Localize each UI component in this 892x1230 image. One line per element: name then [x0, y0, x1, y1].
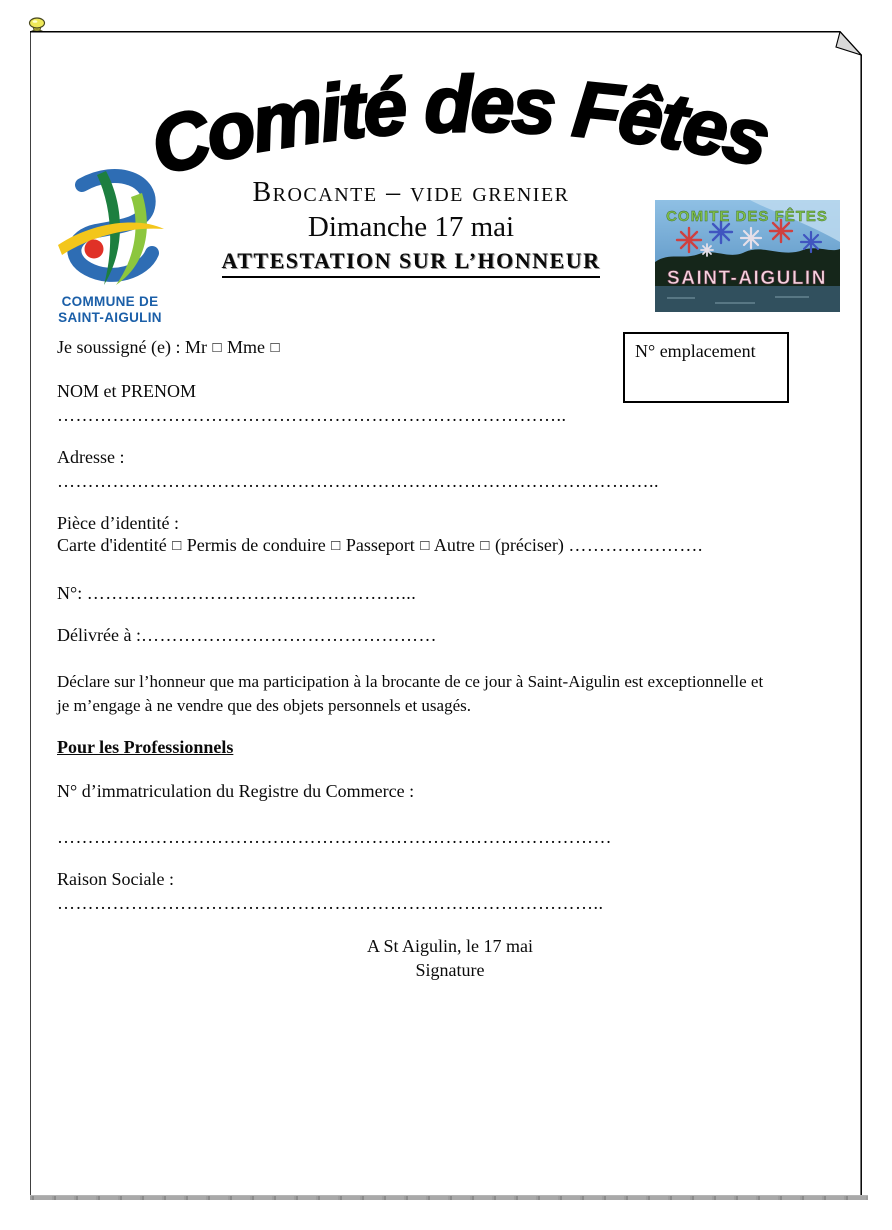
option-permis-label: Permis de conduire — [186, 535, 326, 555]
declaration-line2: je m’engage à ne vendre que des objets personnels et usagés. — [57, 696, 471, 715]
numero-label: N°: — [57, 583, 83, 603]
autre-checkbox[interactable]: □ — [480, 538, 490, 554]
commune-logo-caption — [42, 294, 178, 326]
raison-sociale-label: Raison Sociale : — [57, 869, 174, 889]
commune-logo-mark-icon — [54, 165, 166, 287]
logo-caption-line2: SAINT-AIGULIN — [58, 310, 162, 325]
delivree-label: Délivrée à : — [57, 625, 141, 645]
declaration-paragraph — [57, 670, 843, 718]
emplacement-label: N° emplacement — [635, 341, 756, 361]
preciser-label: (préciser) — [494, 535, 564, 555]
option-autre-label: Autre — [433, 535, 475, 555]
event-date: Dimanche 17 mai — [307, 211, 515, 243]
registre-label: N° d’immatriculation du Registre du Commerce : — [57, 781, 415, 801]
identity-line — [57, 336, 843, 360]
numero-line — [57, 582, 843, 604]
water — [655, 286, 840, 312]
option-carte-label: Carte d'identité — [57, 535, 167, 555]
commune-logo — [42, 165, 178, 326]
professionnels-heading: Pour les Professionnels — [57, 737, 234, 757]
logo-caption-line1: COMMUNE DE — [61, 294, 159, 309]
signature-block — [57, 934, 843, 982]
raison-fill-line[interactable]: …………………………………………………………………………….. — [57, 893, 604, 913]
nom-fill-line[interactable]: ……………………………………………………………………….. — [57, 405, 567, 425]
adresse-fill-line[interactable]: …………………………………………………………………………………….. — [57, 471, 659, 491]
place-date-line: A St Aigulin, le 17 mai — [366, 936, 533, 956]
delivree-fill-line[interactable]: ………………………………………… — [140, 625, 437, 645]
delivree-line — [57, 624, 843, 646]
preciser-fill-line[interactable]: …………………. — [568, 535, 703, 555]
permis-checkbox[interactable]: □ — [331, 538, 341, 554]
piece-identite-label: Pièce d’identité : — [57, 513, 179, 533]
option-passeport-label: Passeport — [345, 535, 415, 555]
mr-checkbox[interactable]: □ — [212, 340, 222, 356]
mr-label: Mr — [184, 337, 207, 357]
attestation-heading — [178, 248, 644, 278]
passeport-checkbox[interactable]: □ — [420, 538, 430, 554]
form-body — [57, 336, 843, 982]
masthead — [178, 177, 644, 278]
page — [30, 31, 862, 1195]
declaration-line1: Déclare sur l’honneur que ma participation à la brocante de ce jour à Saint-Aigulin est exceptionnelle et — [57, 672, 764, 691]
signature-label: Signature — [415, 960, 485, 980]
soussigne-label: Je soussigné (e) : — [57, 337, 181, 357]
attestation-title: ATTESTATION SUR L’HONNEUR — [222, 248, 601, 278]
cut-line — [30, 1195, 868, 1200]
svg-text:Comité des Fêtes — [142, 59, 776, 192]
piece-options-line — [57, 534, 843, 558]
carte-checkbox[interactable]: □ — [172, 538, 182, 554]
mme-label: Mme — [227, 337, 266, 357]
photo-top-text: COMITE DES FÊTES — [666, 208, 828, 225]
photo-bottom-text: SAINT-AIGULIN — [667, 268, 827, 289]
photo-banner — [655, 200, 840, 312]
arched-title-text: Comité des Fêtes — [141, 59, 776, 192]
adresse-label: Adresse : — [57, 447, 125, 467]
registre-fill-line[interactable]: ……………………………………………………………………………… — [57, 827, 612, 847]
numero-fill-line[interactable]: ……………………………………………... — [86, 583, 417, 603]
nom-label: NOM et PRENOM — [57, 381, 197, 401]
mme-checkbox[interactable]: □ — [270, 340, 280, 356]
event-title: Brocante – vide grenier — [252, 177, 570, 208]
